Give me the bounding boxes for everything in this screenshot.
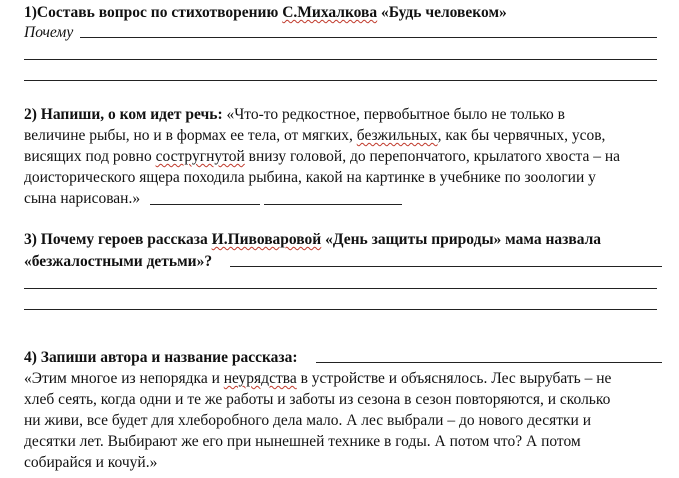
q2-line-1: 2) Напиши, о ком идет речь: «Что-то редкостное, первобытное было не только в	[24, 106, 565, 123]
q2-answer-line-2[interactable]	[264, 204, 402, 205]
q2-line-2: величине рыбы, но и в формах ее тела, от мягких, безжильных, как бы червячных, усов,	[24, 127, 606, 144]
q2-answer-line-1[interactable]	[150, 204, 260, 205]
q4-answer-line[interactable]	[316, 362, 662, 363]
q2-line-4: доисторического ящера походила рыбина, какой на картинке в учебнике по зоологии у	[24, 169, 596, 186]
q1-title: 1)Составь вопрос по стихотворению С.Михалкова «Будь человеком»	[24, 4, 507, 21]
q3-author: И.Пивоваровой	[211, 231, 322, 248]
q3-answer-line-3[interactable]	[24, 309, 657, 310]
q3-line-2: «безжалостными детьми»?	[24, 253, 213, 270]
q3-line-1: 3) Почему героев рассказа И.Пивоваровой «День защиты природы» мама назвала	[24, 231, 602, 248]
q2-label: 2) Напиши, о ком идет речь:	[24, 106, 223, 123]
q4-line-3: ни живи, все будет для хлеборобного дела мало. А лес выбрали – до нового десятки и	[24, 412, 592, 429]
q4-line-2: хлеб сеять, когда одни и те же работы и заботы из сезона в сезон повторяются, и сколько	[24, 391, 611, 408]
q2-line-3: висящих под ровно состругнутой внизу головой, до перепончатого, крылатого хвоста – на	[24, 148, 621, 165]
q4-line-4: десятки лет. Выбирают же его при нынешней технике в годы. А потом что? А потом	[24, 433, 581, 450]
q1-answer-line-2[interactable]	[24, 59, 657, 60]
q4-label: 4) Запиши автора и название рассказа:	[24, 349, 298, 366]
q2-line-5: сына нарисован.»	[24, 190, 141, 207]
q1-prompt: Почему	[24, 24, 74, 41]
q3-answer-line-1[interactable]	[230, 266, 662, 267]
q4-line-5: собирайся и кочуй.»	[24, 454, 158, 471]
q1-answer-line-1[interactable]	[80, 37, 657, 38]
q3-answer-line-2[interactable]	[24, 288, 657, 289]
q1-author: С.Михалкова	[282, 4, 378, 21]
q4-line-1: «Этим многое из непорядка и неурядства в устройстве и объяснялось. Лес вырубать – не	[24, 370, 612, 387]
q1-answer-line-3[interactable]	[24, 80, 657, 81]
